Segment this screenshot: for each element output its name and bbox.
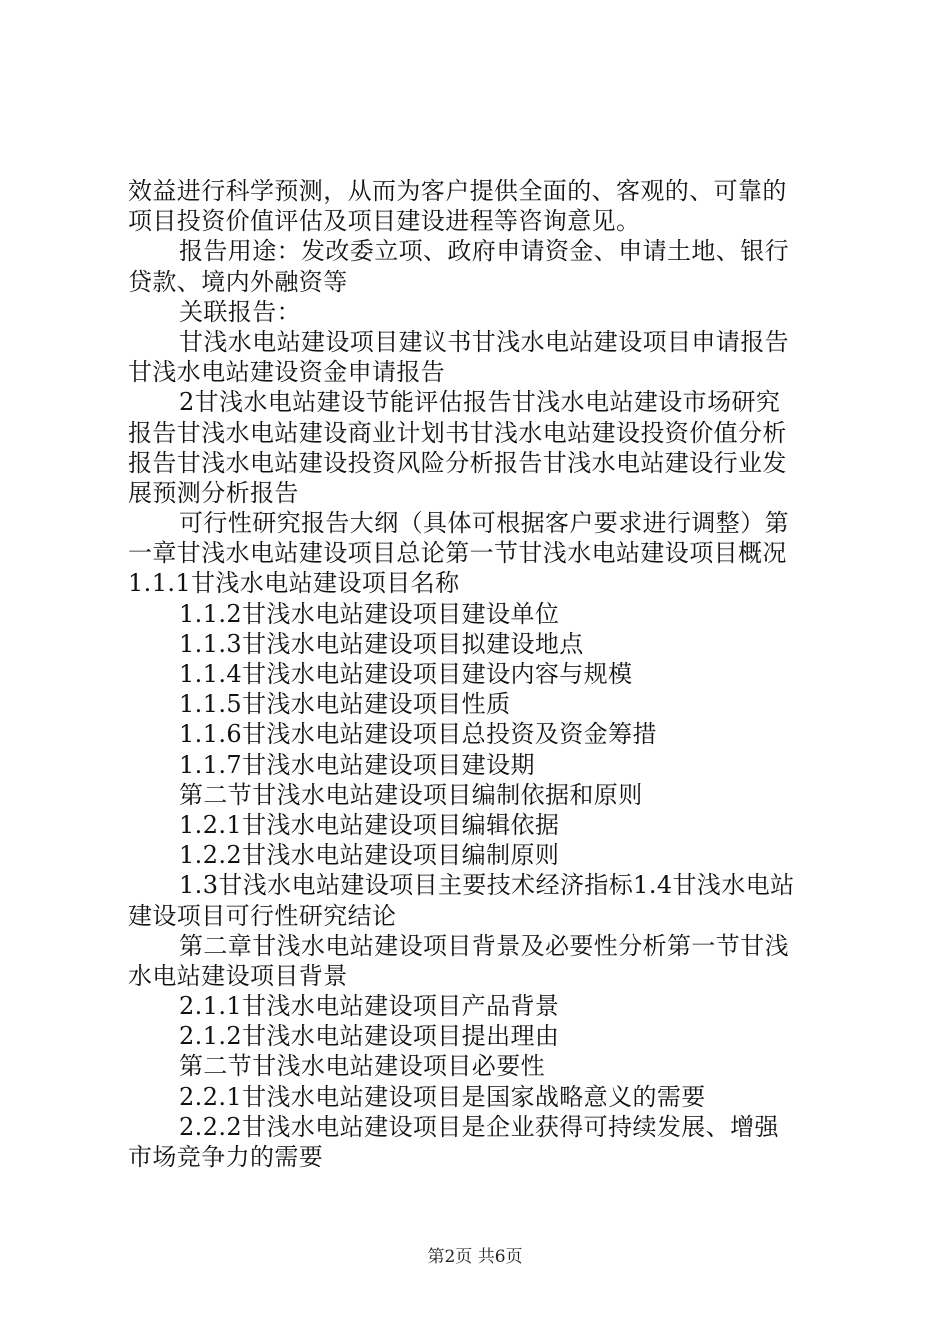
- body-line: 1.3甘浅水电站建设项目主要技术经济指标1.4甘浅水电站: [179, 871, 795, 900]
- body-line: 1.1.2甘浅水电站建设项目建设单位: [179, 599, 560, 628]
- body-line: 1.2.1甘浅水电站建设项目编辑依据: [179, 810, 560, 839]
- body-line: 报告甘浅水电站建设商业计划书甘浅水电站建设投资价值分析: [128, 418, 787, 447]
- body-line: 第二章甘浅水电站建设项目背景及必要性分析第一节甘浅: [179, 931, 789, 960]
- body-line: 1.1.4甘浅水电站建设项目建设内容与规模: [179, 660, 633, 688]
- body-line: 可行性研究报告大纲（具体可根据客户要求进行调整）第: [179, 509, 789, 538]
- body-line: 2甘浅水电站建设节能评估报告甘浅水电站建设市场研究: [179, 388, 781, 417]
- body-line: 第二节甘浅水电站建设项目必要性: [179, 1052, 545, 1081]
- body-line: 建设项目可行性研究结论: [128, 901, 397, 930]
- body-line: 2.1.2甘浅水电站建设项目提出理由: [179, 1022, 560, 1051]
- body-line: 第二节甘浅水电站建设项目编制依据和原则: [179, 780, 643, 809]
- body-line: 甘浅水电站建设项目建议书甘浅水电站建设项目申请报告: [179, 327, 789, 356]
- body-line: 效益进行科学预测，从而为客户提供全面的、客观的、可靠的: [128, 177, 787, 205]
- body-line: 甘浅水电站建设资金申请报告: [128, 358, 446, 387]
- body-line: 1.1.7甘浅水电站建设项目建设期: [179, 750, 535, 779]
- body-line: 2.1.1甘浅水电站建设项目产品背景: [179, 992, 560, 1021]
- body-line: 2.2.1甘浅水电站建设项目是国家战略意义的需要: [179, 1082, 706, 1111]
- body-line: 1.2.2甘浅水电站建设项目编制原则: [179, 841, 560, 870]
- body-line: 1.1.3甘浅水电站建设项目拟建设地点: [179, 629, 584, 658]
- body-line: 市场竞争力的需要: [128, 1143, 324, 1171]
- body-line: 1.1.6甘浅水电站建设项目总投资及资金筹措: [179, 720, 657, 749]
- body-line: 1.1.5甘浅水电站建设项目性质: [179, 690, 511, 719]
- body-line: 关联报告：: [179, 297, 301, 326]
- page-number-footer: 第2页 共6页: [427, 1247, 523, 1267]
- body-line: 一章甘浅水电站建设项目总论第一节甘浅水电站建设项目概况: [128, 539, 787, 568]
- body-line: 水电站建设项目背景: [128, 961, 348, 990]
- body-line: 项目投资价值评估及项目建设进程等咨询意见。: [128, 207, 641, 236]
- body-line: 贷款、境内外融资等: [128, 267, 348, 296]
- body-line: 报告甘浅水电站建设投资风险分析报告甘浅水电站建设行业发: [128, 448, 787, 477]
- body-line: 展预测分析报告: [128, 478, 299, 507]
- body-line: 2.2.2甘浅水电站建设项目是企业获得可持续发展、增强: [179, 1112, 779, 1141]
- document-body: [128, 176, 832, 1172]
- body-line: 报告用途：发改委立项、政府申请资金、申请土地、银行: [179, 237, 789, 266]
- body-line: 1.1.1甘浅水电站建设项目名称: [128, 569, 460, 598]
